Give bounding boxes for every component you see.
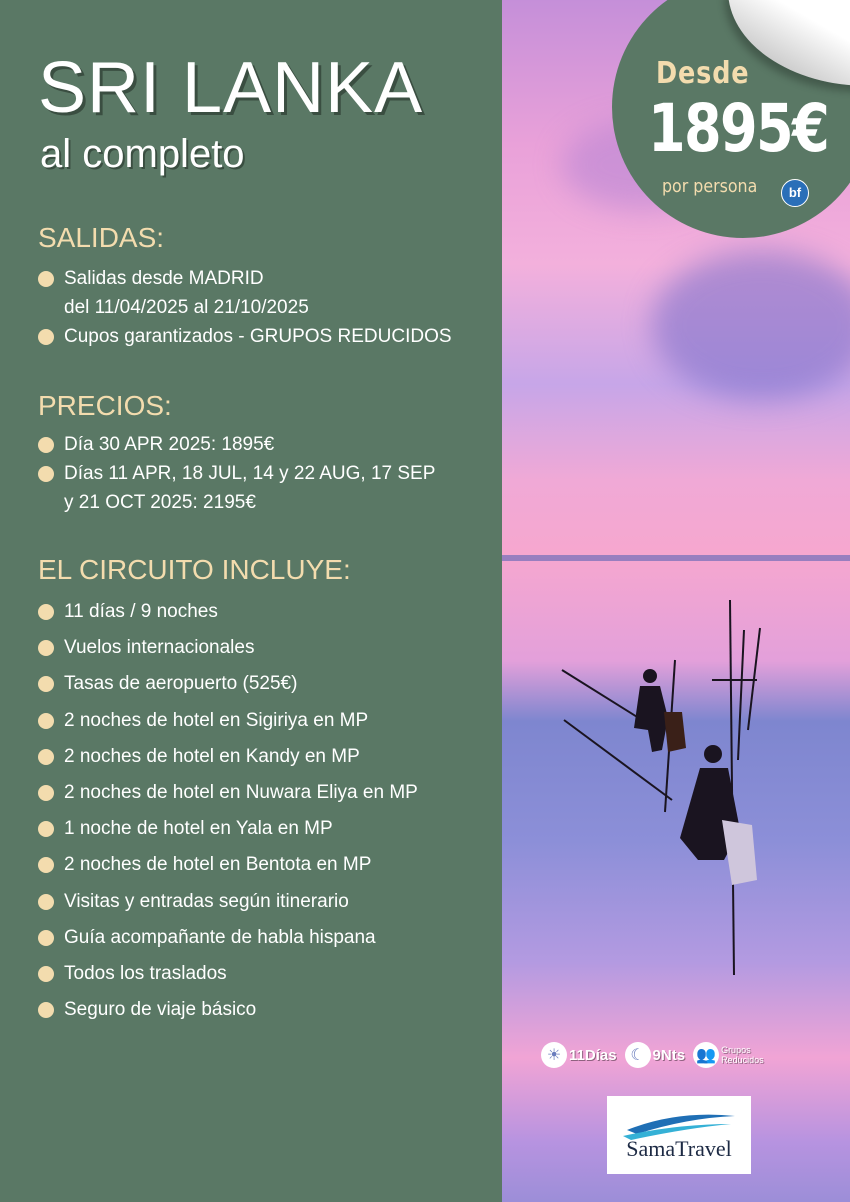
list-item-text: Día 30 APR 2025: 1895€ bbox=[64, 434, 275, 455]
price-per-person-label: por persona bbox=[662, 176, 758, 197]
list-item: Seguro de viaje básico bbox=[38, 995, 488, 1024]
list-item bbox=[38, 264, 488, 322]
sun-icon: ☀ bbox=[541, 1042, 567, 1068]
incluye-heading: EL CIRCUITO INCLUYE: bbox=[38, 554, 351, 585]
list-item-text: Cupos garantizados - GRUPOS REDUCIDOS bbox=[64, 326, 452, 347]
salidas-list bbox=[38, 264, 488, 351]
bf-logo-icon: bf bbox=[781, 179, 809, 207]
feature-groups-line2: Reducidos bbox=[721, 1055, 764, 1065]
page-title: SRI LANKA bbox=[38, 48, 424, 128]
precios-list bbox=[38, 430, 488, 517]
feature-nights-label: 9Nts bbox=[652, 1046, 686, 1064]
salidas-heading: SALIDAS: bbox=[38, 222, 165, 253]
logo-text: SamaTravel bbox=[626, 1136, 732, 1161]
list-item-text: del 11/04/2025 al 21/10/2025 bbox=[64, 297, 309, 318]
list-item bbox=[38, 430, 488, 459]
list-item: Tasas de aeropuerto (525€) bbox=[38, 669, 488, 698]
feature-groups bbox=[693, 1042, 764, 1068]
list-item: 11 días / 9 noches bbox=[38, 597, 488, 626]
feature-groups-label bbox=[721, 1045, 764, 1065]
list-item-text: y 21 OCT 2025: 2195€ bbox=[64, 492, 256, 513]
feature-groups-line1: Grupos bbox=[721, 1045, 751, 1055]
price-value: 1895€ bbox=[648, 90, 829, 167]
list-item bbox=[38, 322, 488, 351]
list-item: Vuelos internacionales bbox=[38, 633, 488, 662]
moon-icon: ☾ bbox=[625, 1042, 651, 1068]
list-item: Guía acompañante de habla hispana bbox=[38, 923, 488, 952]
feature-days bbox=[541, 1042, 617, 1068]
list-item: Todos los traslados bbox=[38, 959, 488, 988]
page-subtitle: al completo bbox=[40, 132, 245, 176]
feature-days-label: 11Días bbox=[569, 1046, 617, 1064]
list-item: 2 noches de hotel en Sigiriya en MP bbox=[38, 706, 488, 735]
list-item-text: Salidas desde MADRID bbox=[64, 268, 264, 289]
sama-travel-logo bbox=[607, 1096, 751, 1174]
price-from-label: Desde bbox=[656, 56, 750, 91]
list-item: 2 noches de hotel en Nuwara Eliya en MP bbox=[38, 778, 488, 807]
list-item: 2 noches de hotel en Kandy en MP bbox=[38, 742, 488, 771]
list-item-text: Días 11 APR, 18 JUL, 14 y 22 AUG, 17 SEP bbox=[64, 463, 436, 484]
list-item: 2 noches de hotel en Bentota en MP bbox=[38, 850, 488, 879]
feature-nights bbox=[625, 1042, 686, 1068]
trip-features bbox=[541, 1042, 764, 1068]
list-item: Visitas y entradas según itinerario bbox=[38, 887, 488, 916]
group-icon: 👥 bbox=[693, 1042, 719, 1068]
precios-heading: PRECIOS: bbox=[38, 390, 172, 421]
list-item: 1 noche de hotel en Yala en MP bbox=[38, 814, 488, 843]
list-item bbox=[38, 459, 488, 517]
incluye-list bbox=[38, 597, 488, 1031]
